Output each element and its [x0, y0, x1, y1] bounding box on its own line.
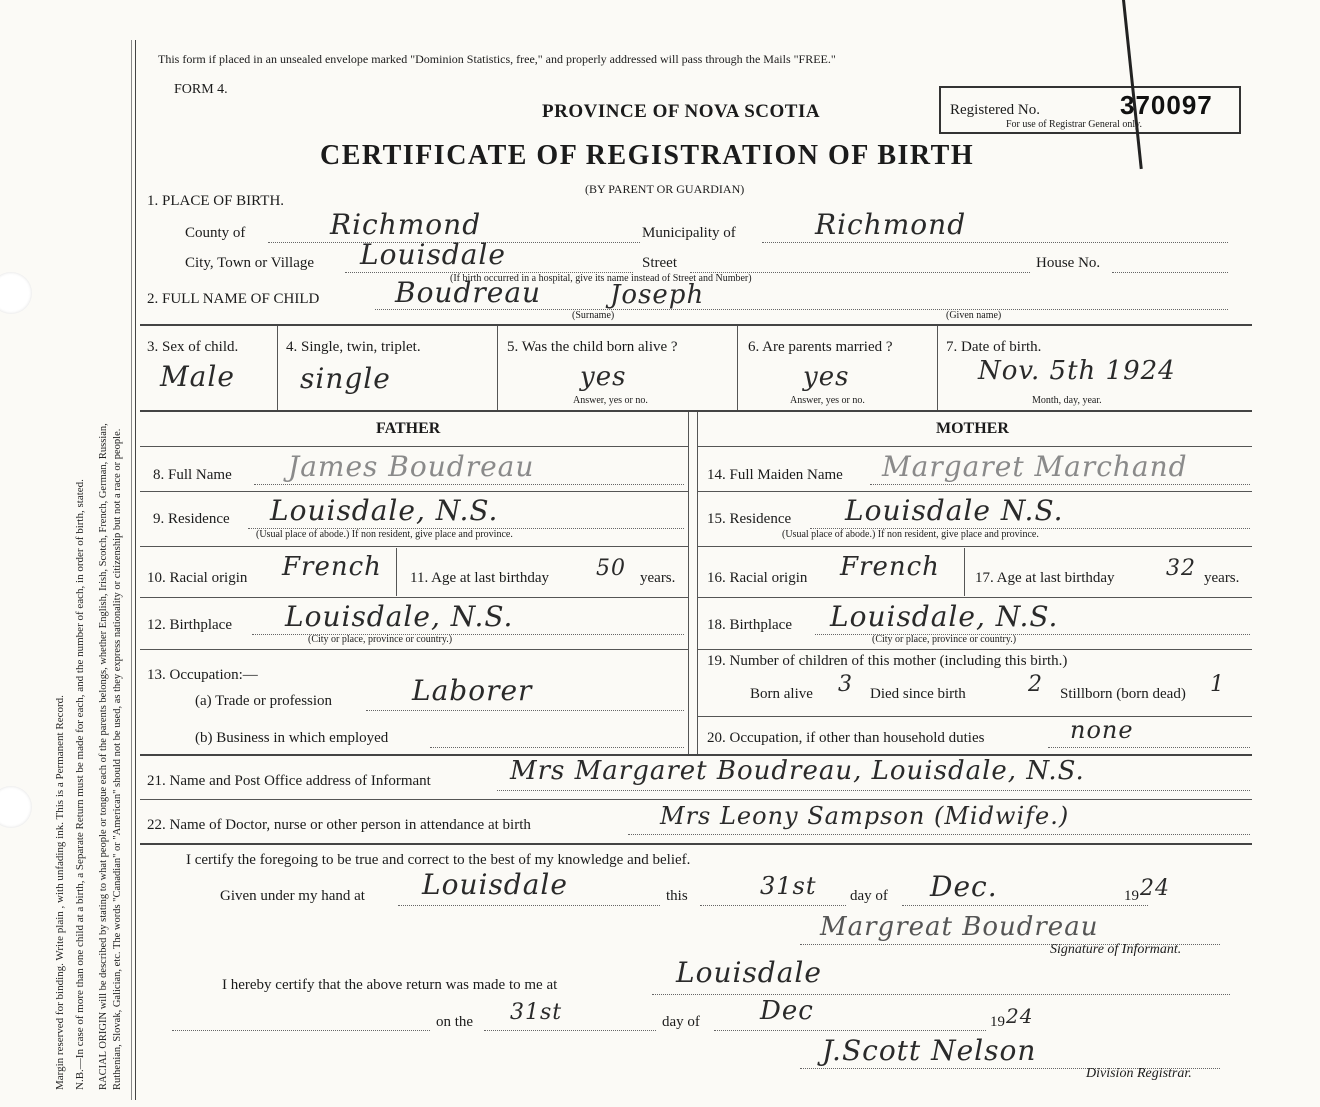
father-residence-value: Louisdale, N.S. — [270, 494, 499, 527]
certify-month-value: Dec. — [930, 870, 998, 903]
mother-column-left — [697, 412, 698, 754]
mother-residence-label: 15. Residence — [707, 511, 792, 527]
father-column-right — [688, 412, 689, 754]
alive-value: yes — [580, 362, 627, 392]
married-value: yes — [803, 362, 850, 392]
municipality-label: Municipality of — [642, 225, 736, 241]
row3-divider-3 — [737, 326, 738, 410]
row22-rule — [140, 843, 1252, 845]
father-racial-divider — [396, 548, 397, 596]
form-number: FORM 4. — [174, 82, 228, 97]
mother-occupation-label: 20. Occupation, if other than household duties — [707, 730, 985, 746]
row8-rule-father — [140, 491, 688, 492]
business-label: (b) Business in which employed — [195, 730, 389, 746]
row16-rule-mother — [697, 597, 1252, 598]
house-line — [1112, 272, 1228, 273]
registrar-on-label: on the — [436, 1014, 474, 1030]
registrar-place-line — [652, 994, 1230, 995]
row12-rule-father — [140, 649, 688, 650]
mother-age-value: 32 — [1166, 556, 1196, 581]
mother-residence-value: Louisdale N.S. — [845, 494, 1064, 527]
certify-day-of-label: day of — [850, 888, 888, 904]
row10-rule-father — [140, 597, 688, 598]
date-value: Nov. 5th 1924 — [978, 356, 1176, 386]
margin-note-4: Ruthenian, Slovak, Galician, etc. The words "Canadian" or "American" should not be used, as they express nationality or citizenship but not a race or people. — [112, 428, 123, 1090]
father-birthplace-caption: (City or place, province or country.) — [308, 634, 453, 645]
mother-name-line — [870, 484, 1250, 485]
given-place-value: Louisdale — [422, 868, 568, 901]
municipality-value: Richmond — [815, 208, 967, 241]
binding-hole-bottom — [0, 786, 32, 828]
registrar-month-line — [714, 1030, 986, 1031]
mother-racial-divider — [964, 548, 965, 596]
trade-line — [366, 710, 684, 711]
trade-value: Laborer — [412, 674, 533, 707]
mother-age-label: 17. Age at last birthday — [975, 570, 1115, 586]
heading-rule-mother — [697, 446, 1252, 447]
father-heading: FATHER — [376, 420, 441, 437]
mother-occupation-value: none — [1070, 716, 1134, 744]
row21-rule — [140, 799, 1252, 800]
father-age-value: 50 — [596, 556, 626, 581]
province-heading: PROVINCE OF NOVA SCOTIA — [542, 101, 821, 122]
children-count-label: 19. Number of children of this mother (including this birth.) — [707, 653, 1068, 669]
registrar-place-value: Louisdale — [676, 956, 822, 989]
father-name-line — [254, 484, 684, 485]
registrar-signature-label: Division Registrar. — [1086, 1066, 1192, 1081]
place-of-birth-heading: 1. PLACE OF BIRTH. — [147, 193, 285, 209]
mother-birthplace-caption: (City or place, province or country.) — [872, 634, 1017, 645]
given-place-line — [398, 905, 660, 906]
row18-rule-mother — [697, 649, 1252, 650]
informant-label: 21. Name and Post Office address of Informant — [147, 773, 431, 789]
registrar-year-value: 24 — [1006, 1004, 1034, 1028]
father-residence-caption: (Usual place of abode.) If non resident, give place and province. — [256, 529, 513, 540]
informant-value: Mrs Margaret Boudreau, Louisdale, N.S. — [510, 756, 1085, 786]
municipality-line — [762, 242, 1228, 243]
father-birthplace-label: 12. Birthplace — [147, 617, 232, 633]
given-caption: (Given name) — [946, 310, 1002, 321]
registrar-day-of-label: day of — [662, 1014, 700, 1030]
mother-name-value: Margaret Marchand — [882, 450, 1188, 483]
binding-margin-rule — [135, 40, 136, 1100]
born-alive-value: 3 — [838, 672, 853, 697]
father-residence-label: 9. Residence — [153, 511, 230, 527]
date-caption: Month, day, year. — [1032, 395, 1102, 406]
certificate-subtitle: (BY PARENT OR GUARDIAN) — [585, 182, 745, 196]
registrar-statement: I hereby certify that the above return was made to me at — [222, 977, 558, 993]
heading-rule-father — [140, 446, 688, 447]
certify-day-line — [700, 905, 846, 906]
row15-rule-mother — [697, 546, 1252, 547]
house-label: House No. — [1036, 255, 1101, 271]
mother-racial-value: French — [840, 552, 940, 582]
father-racial-value: French — [282, 552, 382, 582]
surname-caption: (Surname) — [572, 310, 615, 321]
row19-rule-mother — [697, 716, 1252, 717]
attendant-label: 22. Name of Doctor, nurse or other person in attendance at birth — [147, 817, 531, 833]
child-name-line — [375, 309, 1228, 310]
row3-divider-4 — [937, 326, 938, 410]
row3-bottom-rule — [140, 410, 1252, 412]
certify-month-line — [902, 905, 1148, 906]
certify-year-value: 24 — [1140, 876, 1170, 901]
hospital-note: (If birth occurred in a hospital, give its name instead of Street and Number) — [450, 273, 752, 284]
married-label: 6. Are parents married ? — [748, 339, 893, 355]
father-racial-label: 10. Racial origin — [147, 570, 248, 586]
top-notice: This form if placed in an unsealed envelope marked "Dominion Statistics, free," and properly addressed will pass through the Mails "FREE." — [158, 52, 836, 66]
certify-this-label: this — [666, 888, 688, 904]
informant-signature-label: Signature of Informant. — [1050, 942, 1182, 957]
certify-statement: I certify the foregoing to be true and correct to the best of my knowledge and belief. — [186, 852, 691, 868]
father-age-years: years. — [640, 570, 676, 586]
mother-name-label: 14. Full Maiden Name — [707, 467, 843, 483]
registrar-month-value: Dec — [760, 996, 814, 1026]
mother-occupation-line — [1048, 747, 1250, 748]
city-label: City, Town or Village — [185, 255, 315, 271]
registrar-day-value: 31st — [510, 1000, 563, 1025]
stillborn-value: 1 — [1210, 672, 1225, 697]
margin-note-2: N.B.—In case of more than one child at a birth, a Separate Return must be made for each, and the number of each, in order of birth, stated. — [74, 479, 86, 1090]
single-value: single — [300, 362, 391, 395]
trade-label: (a) Trade or profession — [195, 693, 333, 709]
father-name-value: James Boudreau — [288, 450, 535, 483]
registrar-signature: J.Scott Nelson — [822, 1034, 1037, 1067]
pen-stroke-mark — [1122, 0, 1143, 169]
mother-heading: MOTHER — [936, 420, 1009, 437]
alive-label: 5. Was the child born alive ? — [507, 339, 678, 355]
registered-note: For use of Registrar General only. — [1006, 119, 1142, 130]
father-age-label: 11. Age at last birthday — [410, 570, 549, 586]
child-surname: Boudreau — [395, 276, 542, 309]
registrar-year-prefix: 19 — [990, 1014, 1005, 1030]
row14-rule-mother — [697, 491, 1252, 492]
registrar-lead-line — [172, 1030, 430, 1031]
binding-margin-rule-outer — [131, 40, 132, 1100]
informant-line — [497, 790, 1250, 791]
county-value: Richmond — [330, 208, 482, 241]
certify-year-prefix: 19 — [1124, 888, 1139, 904]
attendant-value: Mrs Leony Sampson (Midwife.) — [660, 802, 1070, 830]
sex-label: 3. Sex of child. — [147, 339, 239, 355]
certificate-title: CERTIFICATE OF REGISTRATION OF BIRTH — [320, 140, 975, 171]
mother-birthplace-label: 18. Birthplace — [707, 617, 792, 633]
child-name-label: 2. FULL NAME OF CHILD — [147, 291, 320, 307]
born-alive-label: Born alive — [750, 686, 813, 702]
business-line — [430, 747, 684, 748]
row9-rule-father — [140, 546, 688, 547]
registered-number: 370097 — [1120, 90, 1213, 120]
county-label: County of — [185, 225, 246, 241]
died-value: 2 — [1028, 672, 1043, 697]
alive-caption: Answer, yes or no. — [573, 395, 648, 406]
mother-residence-caption: (Usual place of abode.) If non resident, give place and province. — [782, 529, 1039, 540]
single-label: 4. Single, twin, triplet. — [286, 339, 421, 355]
margin-note-1: Margin reserved for binding. Write plain , with unfading ink. This is a Permanent Record. — [54, 695, 66, 1090]
row3-divider-1 — [277, 326, 278, 410]
date-label: 7. Date of birth. — [946, 339, 1042, 355]
margin-note-3: RACIAL ORIGIN will be described by stating to what people or tongue each of the parents belongs, whether English, Irish, Scotch, French, German, Russian, — [98, 423, 109, 1090]
registered-label: Registered No. — [950, 102, 1040, 118]
street-label: Street — [642, 255, 677, 271]
attendant-line — [628, 834, 1250, 835]
row3-top-rule — [140, 324, 1252, 326]
mother-racial-label: 16. Racial origin — [707, 570, 808, 586]
informant-signature: Margreat Boudreau — [820, 912, 1099, 942]
sex-value: Male — [160, 360, 235, 393]
row3-divider-2 — [497, 326, 498, 410]
city-value: Louisdale — [360, 238, 506, 271]
binding-hole-top — [0, 272, 32, 314]
mother-birthplace-value: Louisdale, N.S. — [830, 600, 1059, 633]
father-name-label: 8. Full Name — [153, 467, 232, 483]
occupation-label: 13. Occupation:— — [147, 667, 258, 683]
father-birthplace-value: Louisdale, N.S. — [285, 600, 514, 633]
stillborn-label: Stillborn (born dead) — [1060, 686, 1186, 702]
certify-day-value: 31st — [760, 872, 817, 900]
child-given: Joseph — [610, 280, 705, 310]
died-label: Died since birth — [870, 686, 966, 702]
mother-age-years: years. — [1204, 570, 1240, 586]
registrar-day-line — [484, 1030, 656, 1031]
married-caption: Answer, yes or no. — [790, 395, 865, 406]
given-label: Given under my hand at — [220, 888, 365, 904]
